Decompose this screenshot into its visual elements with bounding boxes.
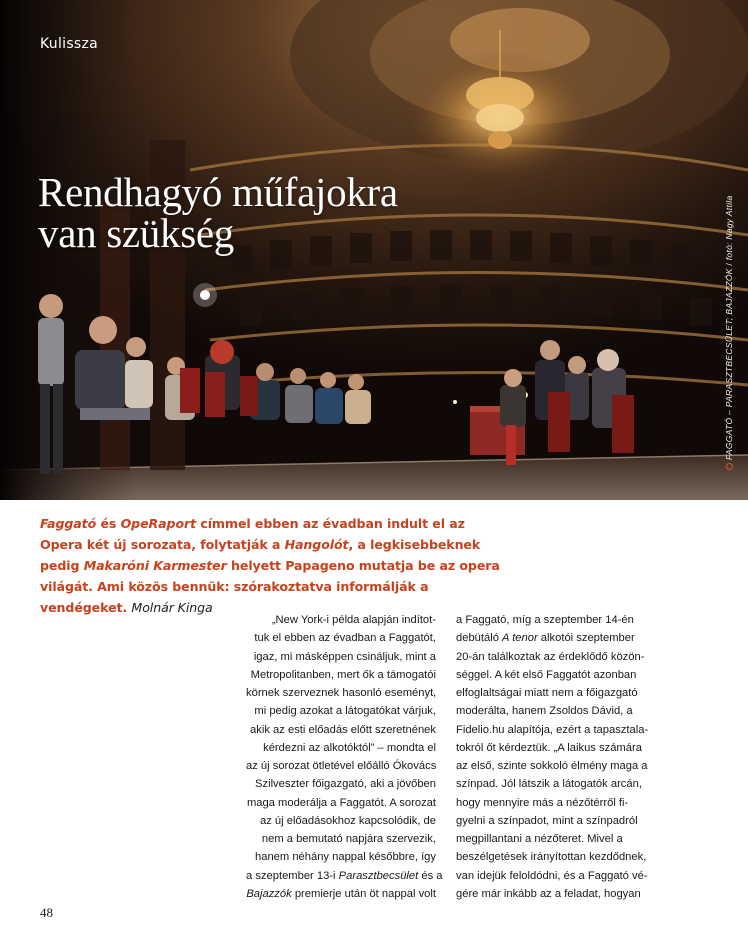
lead-text: helyett Papageno mutatja be az opera világát. Ami közös bennük: szórakoztatva informálják a vendégeket. (40, 558, 500, 615)
page-number: 48 (40, 905, 53, 920)
body-line: megpillantani a nézőteret. Mivel a (456, 833, 623, 845)
lead-text: címmel ebben az évadban indult el az Opera két új sorozata, folytatják a (40, 516, 465, 552)
body-line: elfoglaltságai miatt nem a főigazgató (456, 687, 638, 699)
credit-photographer: fotó: Nagy Attila (724, 195, 734, 261)
body-line (456, 629, 646, 647)
lead-text: Makaróni Karmester (83, 558, 227, 573)
body-line: Szilveszter főigazgató, aki a jövőben (255, 778, 436, 791)
body-text-italic: Parasztbecsület (338, 869, 419, 882)
lead-text: Hangolót (284, 537, 349, 552)
body-line: Fidelio.hu alapítója, ezért a tapasztala- (456, 723, 649, 736)
body-line: körnek szerveznek hasonló eseményt, (246, 687, 437, 699)
body-text-italic: Bajazzók (246, 887, 292, 900)
body-line: az első, szinte sokkoló élmény maga a (456, 760, 648, 772)
body-line: beszélgetések irányítottan kezdődnek, (456, 851, 647, 864)
body-line: hanem néhány nappal későbbre, így (255, 851, 436, 864)
credit-bullet-icon (726, 463, 733, 470)
body-line: akik az esti előadás előtt szeretnének (250, 723, 436, 736)
body-line (246, 885, 436, 903)
body-line: a Faggató, míg a szeptember 14-én (456, 614, 634, 626)
body-line: mi pedig azokat a látogatókat várjuk, (254, 705, 436, 718)
photo-credit: FAGGATÓ – PARASZTBECSÜLET; BAJAZZÓK / fotó: Nagy Attila (724, 195, 734, 470)
lead-text: , a legkisebbeknek pedig (40, 537, 481, 573)
body-text: debütáló (456, 632, 503, 645)
body-line: hogy mennyire más a nézőtérről fi- (456, 796, 629, 809)
lead-paragraph (40, 513, 510, 618)
body-line: tuk el ebben az évadban a Faggatót, (254, 632, 436, 645)
lead-author: Molnár Kinga (131, 600, 213, 615)
body-line: moderálta, hanem Zsoldos Dávid, a (456, 705, 633, 718)
body-text: premierje után öt nappal volt (291, 887, 436, 900)
body-line: kérdezni az alkotóktól” – mondta el (263, 741, 436, 754)
section-label: Kulissza (40, 36, 99, 52)
body-line: gére már inkább az a feladat, hogyan (456, 887, 641, 900)
headline (38, 169, 458, 256)
body-text-italic: A tenor (502, 632, 538, 645)
body-line (246, 867, 443, 885)
headline-line: Rendhagyó műfajokra (38, 169, 398, 215)
lead-text: OpeRaport (120, 516, 197, 531)
lead-text: Faggató (40, 516, 97, 531)
body-line: gyelni a színpadot, mint a színpadról (456, 814, 638, 827)
body-line: színpad. Jól látszik a látogatók arcán, (456, 778, 642, 791)
body-line: Metropolitanben, mert ők a támogatói (250, 668, 436, 681)
credit-caption: FAGGATÓ – PARASZTBECSÜLET; BAJAZZÓK (724, 268, 734, 460)
body-line: 20-án találkoztak az érdeklődő közön- (456, 650, 645, 663)
headline-line: van szükség (38, 210, 234, 256)
body-line: nem a bemutató napjára szervezik, (261, 833, 436, 845)
body-line: az új előadásokhoz kapcsolódik, de (259, 814, 436, 827)
body-column-2 (456, 611, 649, 903)
body-text: és a (418, 869, 443, 882)
body-line: igaz, mi másképpen csináljuk, mint a (253, 650, 436, 663)
body-line: az új sorozat ötletével előálló Ókovács (246, 760, 437, 772)
body-line: „New York-i példa alapján indítot- (271, 614, 436, 626)
lead-text: és (96, 516, 121, 531)
body-text: alkotói szeptember (537, 632, 635, 645)
body-text: a szeptember 13-i (246, 869, 339, 882)
body-line: tokról őt kérdeztük. „A laikus számára (456, 741, 642, 754)
body-line: van idejük feloldódni, és a Faggató vé- (456, 869, 648, 882)
body-line: maga moderálja a Faggatót. A sorozat (246, 796, 436, 809)
body-column-1 (246, 611, 443, 903)
body-line: séggel. A két első Faggatót azonban (456, 668, 637, 681)
